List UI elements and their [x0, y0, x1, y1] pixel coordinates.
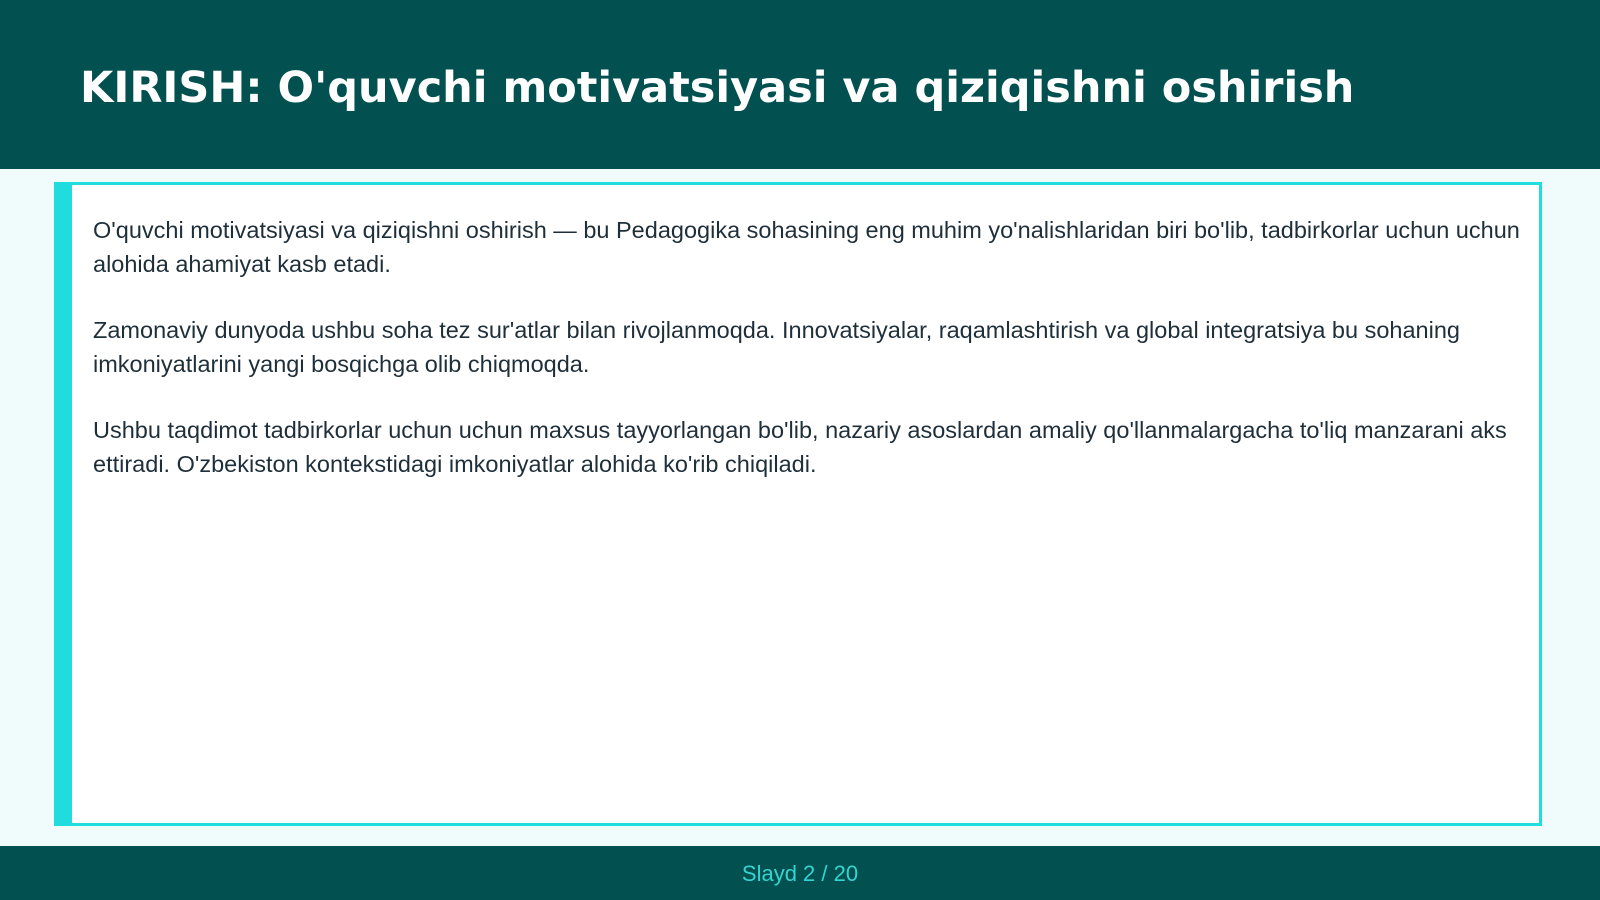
slide-header — [0, 0, 1600, 169]
slide-title: KIRISH: O'quvchi motivatsiyasi va qiziqishni oshirish — [80, 63, 1355, 113]
intro-paragraph-1: O'quvchi motivatsiyasi va qiziqishni oshirish — bu Pedagogika sohasining eng muhim yo'nalishlaridan biri bo'lib, tadbirkorlar uchun uchun alohida ahamiyat kasb etadi. — [93, 217, 1520, 277]
intro-paragraph-3: Ushbu taqdimot tadbirkorlar uchun uchun maxsus tayyorlangan bo'lib, nazariy asoslardan amaliy qo'llanmalargacha to'liq manzarani aks ettiradi. O'zbekiston kontekstidagi imkoniyatlar alohida ko'rib chiqiladi. — [93, 417, 1507, 477]
slide-footer — [0, 846, 1600, 900]
intro-paragraph-2: Zamonaviy dunyoda ushbu soha tez sur'atlar bilan rivojlanmoqda. Innovatsiyalar, raqamlashtirish va global integratsiya bu sohaning imkoniyatlarini yangi bosqichga olib chiqmoqda. — [93, 317, 1460, 377]
slide-counter: Slayd 2 / 20 — [741, 861, 859, 886]
